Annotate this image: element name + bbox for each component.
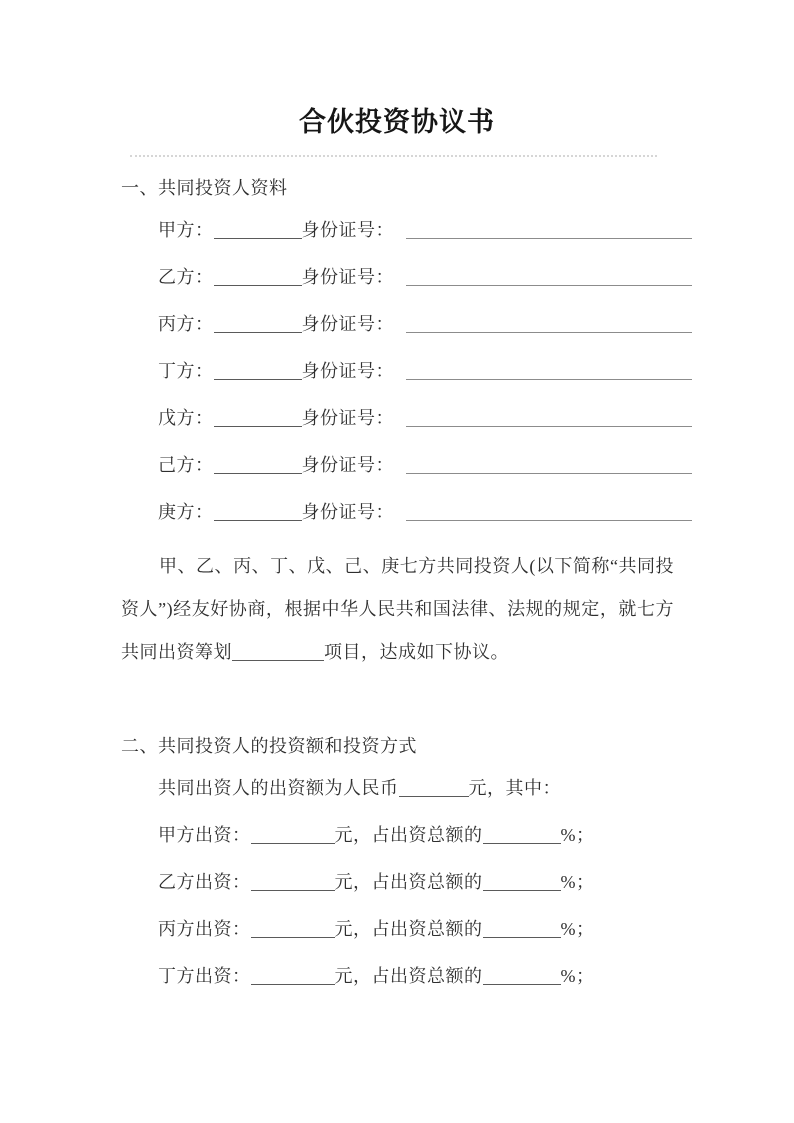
- contribution-label: 丙方出资：: [158, 919, 251, 939]
- total-amount-text-before: 共同出资人的出资额为人民币: [158, 778, 399, 798]
- contribution-rows: [158, 765, 678, 1000]
- id-label: 身份证号：: [301, 314, 394, 334]
- party-name-blank: [214, 238, 302, 239]
- contribution-label: 乙方出资：: [158, 872, 251, 892]
- id-number-blank: [406, 332, 692, 333]
- contribution-percent-blank: [483, 984, 561, 985]
- contribution-label: 丁方出资：: [158, 966, 251, 986]
- party-name-blank: [214, 332, 302, 333]
- contribution-amount-blank: [251, 843, 335, 844]
- party-label: 丙方：: [158, 314, 214, 334]
- total-amount-row: [158, 765, 678, 812]
- party-rows: [158, 207, 678, 536]
- total-amount-blank: [399, 796, 469, 797]
- party-row: [158, 348, 678, 395]
- preamble-paragraph: [121, 545, 674, 674]
- project-name-blank: [232, 660, 324, 661]
- contribution-mid-text: 元，占出资总额的: [334, 966, 483, 986]
- section2-heading: 二、共同投资人的投资额和投资方式: [121, 736, 417, 756]
- contribution-row: [158, 859, 678, 906]
- total-amount-text-after: 元，其中：: [468, 778, 561, 798]
- section1-heading: 一、共同投资人资料: [121, 178, 288, 198]
- contribution-amount-blank: [251, 984, 335, 985]
- party-row: [158, 301, 678, 348]
- contribution-suffix: %；: [560, 966, 595, 986]
- id-label: 身份证号：: [301, 502, 394, 522]
- preamble-text-after: 项目，达成如下协议。: [324, 642, 509, 662]
- contribution-amount-blank: [251, 890, 335, 891]
- contribution-suffix: %；: [560, 919, 595, 939]
- id-number-blank: [406, 473, 692, 474]
- party-row: [158, 207, 678, 254]
- party-name-blank: [214, 520, 302, 521]
- party-name-blank: [214, 426, 302, 427]
- contribution-row: [158, 953, 678, 1000]
- party-row: [158, 489, 678, 536]
- contribution-percent-blank: [483, 937, 561, 938]
- contribution-percent-blank: [483, 843, 561, 844]
- id-label: 身份证号：: [301, 220, 394, 240]
- contribution-mid-text: 元，占出资总额的: [334, 872, 483, 892]
- contribution-mid-text: 元，占出资总额的: [334, 825, 483, 845]
- party-row: [158, 254, 678, 301]
- preamble-text-before: 甲、乙、丙、丁、戊、己、庚七方共同投资人(以下简称“共同投资人”)经友好协商，根据中华人民共和国法律、法规的规定，就七方共同出资筹划: [121, 556, 674, 662]
- contribution-mid-text: 元，占出资总额的: [334, 919, 483, 939]
- id-number-blank: [406, 285, 692, 286]
- party-name-blank: [214, 473, 302, 474]
- party-label: 丁方：: [158, 361, 214, 381]
- party-label: 甲方：: [158, 220, 214, 240]
- contribution-suffix: %；: [560, 872, 595, 892]
- id-number-blank: [406, 238, 692, 239]
- id-label: 身份证号：: [301, 408, 394, 428]
- id-number-blank: [406, 520, 692, 521]
- party-row: [158, 442, 678, 489]
- dotted-separator: [130, 155, 657, 157]
- party-name-blank: [214, 285, 302, 286]
- contribution-row: [158, 812, 678, 859]
- party-label: 庚方：: [158, 502, 214, 522]
- id-label: 身份证号：: [301, 267, 394, 287]
- contribution-amount-blank: [251, 937, 335, 938]
- id-label: 身份证号：: [301, 361, 394, 381]
- party-label: 乙方：: [158, 267, 214, 287]
- party-label: 己方：: [158, 455, 214, 475]
- contribution-percent-blank: [483, 890, 561, 891]
- party-row: [158, 395, 678, 442]
- contribution-suffix: %；: [560, 825, 595, 845]
- contribution-label: 甲方出资：: [158, 825, 251, 845]
- document-title: 合伙投资协议书: [299, 107, 495, 137]
- contribution-row: [158, 906, 678, 953]
- id-number-blank: [406, 426, 692, 427]
- party-label: 戊方：: [158, 408, 214, 428]
- id-label: 身份证号：: [301, 455, 394, 475]
- id-number-blank: [406, 379, 692, 380]
- party-name-blank: [214, 379, 302, 380]
